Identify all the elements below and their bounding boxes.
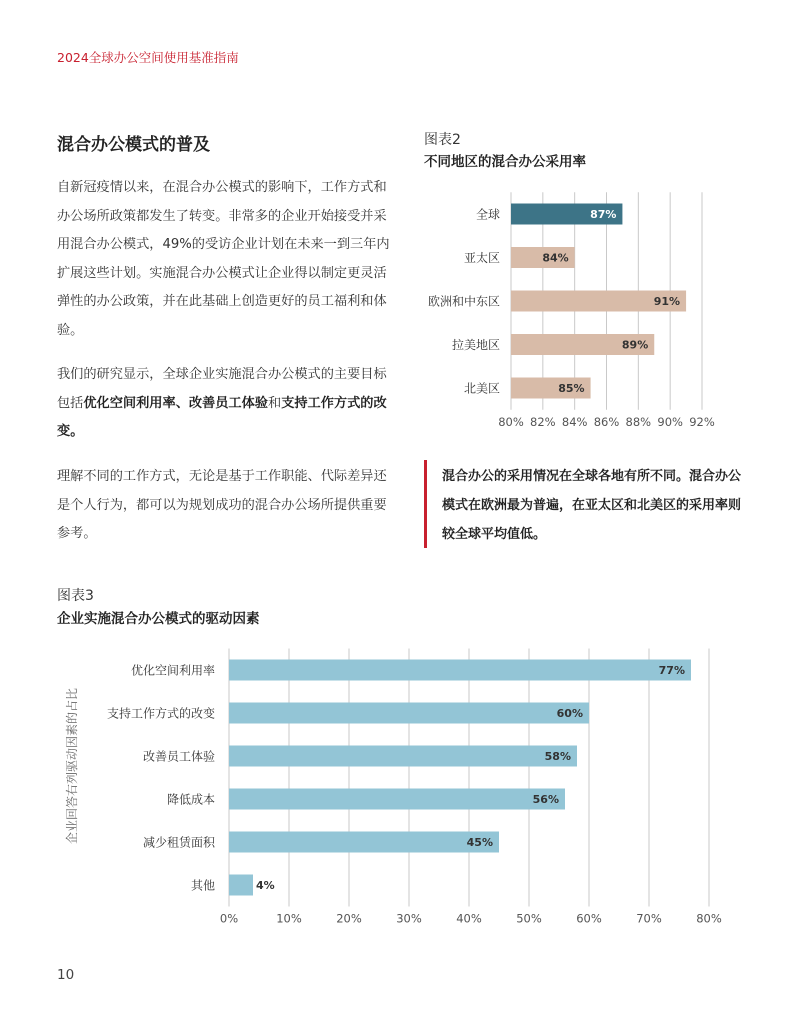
figure2-label: 图表2 <box>424 132 461 148</box>
highlight-employee-experience: 改善员工体验 <box>188 395 268 411</box>
data-label: 91% <box>653 295 681 308</box>
category-label: 其他 <box>190 878 215 893</box>
data-label: 84% <box>542 251 569 265</box>
data-label: 87% <box>590 208 617 221</box>
figure3-label: 图表3 <box>57 588 94 604</box>
x-tick-label: 88% <box>625 414 652 429</box>
data-label: 85% <box>558 382 585 395</box>
category-label: 减少租赁面积 <box>142 835 215 850</box>
category-label: 降低成本 <box>166 792 215 807</box>
x-tick-label: 70% <box>636 911 662 926</box>
x-tick-label: 10% <box>276 911 302 926</box>
category-label: 全球 <box>475 207 500 222</box>
x-tick-label: 30% <box>396 911 422 926</box>
category-label: 优化空间利用率 <box>130 663 215 678</box>
category-label: 欧洲和中东区 <box>427 294 500 309</box>
paragraph-2-text: 我们的研究显示，全球企业实施混合办公模式的主要目标包括 <box>57 367 387 411</box>
x-tick-label: 40% <box>456 911 482 926</box>
category-label: 支持工作方式的改变 <box>106 706 215 721</box>
data-label: 77% <box>658 664 685 677</box>
figure2-title: 不同地区的混合办公采用率 <box>424 154 586 170</box>
paragraph-1: 自新冠疫情以来，在混合办公模式的影响下，工作方式和办公场所政策都发生了转变。非常多的企业开始接受并采用混合办公模式，49%的受访企业计划在未来一到三年内扩展这些计划。实施混合办公模式让企业得以制定更灵活弹性的办公政策，并在此基础上创造更好的员工福利和体验。 <box>57 180 390 338</box>
page-number: 10 <box>57 967 75 983</box>
callout-text: 混合办公的采用情况在全球各地有所不同。混合办公模式在欧洲最为普遍，在亚太区和北美区的采用率则较全球平均值低。 <box>442 469 742 542</box>
bar <box>229 832 499 853</box>
figure3-title: 企业实施混合办公模式的驱动因素 <box>57 611 260 627</box>
bar <box>229 789 565 810</box>
bar <box>229 875 253 896</box>
data-label: 45% <box>466 836 493 849</box>
conjunction: 和 <box>268 395 282 411</box>
paragraph-3: 理解不同的工作方式，无论是基于工作职能、代际差异还是个人行为，都可以为规划成功的混合办公场所提供重要参考。 <box>57 469 387 541</box>
data-label: 60% <box>556 707 583 720</box>
data-label: 89% <box>621 338 649 352</box>
separator: 、 <box>175 395 189 411</box>
x-tick-label: 84% <box>561 414 588 429</box>
category-label: 亚太区 <box>463 251 500 265</box>
data-label: 56% <box>532 793 559 806</box>
header-title: 2024全球办公空间使用基准指南 <box>57 50 239 65</box>
bar <box>229 746 577 767</box>
x-tick-label: 86% <box>593 414 620 429</box>
x-tick-label: 0% <box>219 911 239 926</box>
bar <box>229 660 691 681</box>
highlight-work-change: 支持工作方式的改变 <box>57 395 387 439</box>
section-title: 混合办公模式的普及 <box>57 135 210 155</box>
x-tick-label: 80% <box>498 414 524 429</box>
x-tick-label: 50% <box>516 911 542 926</box>
period: 。 <box>70 424 84 439</box>
data-label: 4% <box>256 879 275 892</box>
category-label: 北美区 <box>463 381 500 396</box>
x-tick-label: 80% <box>696 911 722 926</box>
x-tick-label: 90% <box>657 414 683 429</box>
x-tick-label: 92% <box>689 414 715 429</box>
x-tick-label: 82% <box>530 414 556 429</box>
highlight-space-utilization: 优化空间利用率 <box>83 395 176 411</box>
y-axis-label: 企业回答右列驱动因素的占比 <box>65 687 79 845</box>
category-label: 改善员工体验 <box>142 749 215 764</box>
x-tick-label: 20% <box>336 911 362 926</box>
x-tick-label: 60% <box>576 911 602 926</box>
category-label: 拉美地区 <box>451 338 500 352</box>
bar <box>229 703 589 724</box>
data-label: 58% <box>544 750 571 763</box>
